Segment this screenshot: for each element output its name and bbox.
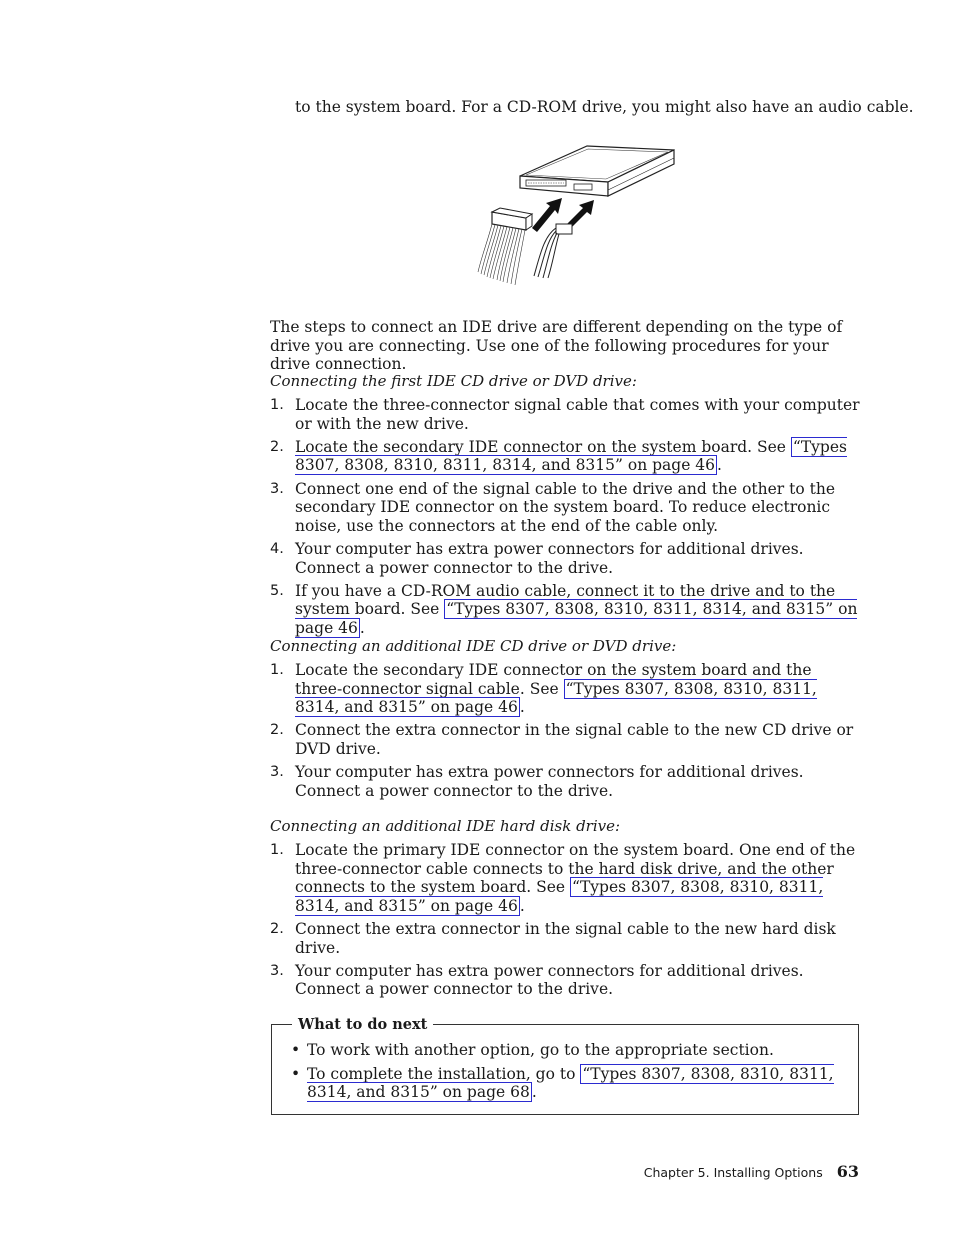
- item-number: 4.: [270, 540, 284, 557]
- list-item: [288, 1041, 844, 1060]
- item-text: Your computer has extra power connectors for additional drives. Connect a power connector to the drive.: [295, 763, 804, 800]
- item-number: 1.: [270, 662, 284, 678]
- item-text-end: .: [519, 896, 525, 915]
- item-text-end: .: [531, 1083, 537, 1102]
- bullet-icon: •: [291, 1041, 301, 1059]
- item-number: 2.: [270, 438, 284, 455]
- item-number: 1.: [270, 397, 284, 413]
- item-text: Your computer has extra power connectors for additional drives. Connect a power connector to the drive.: [295, 961, 804, 999]
- intro-text: to the system board. For a CD-ROM drive, you might also have an audio cable.: [295, 98, 914, 116]
- cross-reference-link[interactable]: “Types 8307, 8308, 8310, 8311, 8314, and 8315” on page 46: [295, 878, 824, 915]
- item-text: Your computer has extra power connectors for additional drives. Connect a power connector to the drive.: [295, 539, 804, 577]
- item-number: 2.: [270, 722, 284, 739]
- cross-reference-link[interactable]: “Types 8307, 8308, 8310, 8311, 8314, and 8315” on page 46: [295, 600, 858, 637]
- item-number: 3.: [270, 764, 284, 781]
- intro-paragraph: The steps to connect an IDE drive are different depending on the type of drive you are connecting. Use one of the following procedures for your drive connection.: [270, 318, 843, 374]
- section-heading: Connecting an additional IDE CD drive or DVD drive:: [270, 637, 677, 655]
- list-item: [270, 661, 862, 717]
- item-number: 3.: [270, 962, 284, 979]
- page-number: 63: [836, 1162, 859, 1181]
- list-item: [270, 480, 862, 536]
- list-item: [270, 582, 862, 638]
- section-additional-hard-disk: [270, 817, 862, 1004]
- item-text-end: .: [519, 698, 525, 717]
- item-text: To complete the installation, go to: [307, 1064, 581, 1083]
- list-item: [270, 763, 862, 800]
- page-footer: [644, 1162, 859, 1181]
- list-item: [270, 962, 862, 999]
- section-first-cd-dvd: [270, 372, 862, 642]
- box-title: What to do next: [292, 1017, 433, 1033]
- item-text: If you have a CD-ROM audio cable, connect it to the drive and to the system board. See: [295, 581, 836, 619]
- section-heading: Connecting the first IDE CD drive or DVD drive:: [270, 372, 637, 390]
- cross-reference-link[interactable]: “Types 8307, 8308, 8310, 8311, 8314, and 8315” on page 46: [295, 679, 817, 717]
- section-heading: Connecting an additional IDE hard disk drive:: [270, 817, 621, 835]
- cross-reference-link[interactable]: “Types 8307, 8308, 8310, 8311, 8314, and 8315” on page 68: [307, 1064, 834, 1102]
- drive-cable-illustration: [470, 140, 690, 290]
- list-item: [270, 540, 862, 577]
- item-text: Connect the extra connector in the signal cable to the new hard disk drive.: [295, 919, 836, 957]
- item-text: Locate the secondary IDE connector on the system board and the three-connector signal cable. See: [295, 661, 812, 698]
- section-additional-cd-dvd: [270, 637, 862, 805]
- item-text: Locate the primary IDE connector on the system board. One end of the three-connector cable connects to the hard disk drive, and the other connects to the system board. See: [295, 841, 856, 897]
- list-item: [288, 1065, 844, 1102]
- list-item: [270, 920, 862, 957]
- item-text-end: .: [717, 456, 722, 475]
- item-number: 1.: [270, 842, 284, 858]
- chapter-label: Chapter 5. Installing Options: [643, 1165, 823, 1180]
- item-text: To work with another option, go to the appropriate section.: [307, 1041, 774, 1059]
- item-number: 2.: [270, 920, 284, 937]
- list-item: [270, 721, 862, 758]
- list-item: [270, 396, 862, 433]
- item-text: Connect one end of the signal cable to the drive and the other to the secondary IDE connector on the system board. To reduce electronic noise, use the connectors at the end of the cable only.: [295, 479, 835, 535]
- list-item: [270, 438, 862, 475]
- item-number: 3.: [270, 480, 284, 497]
- cross-reference-link[interactable]: “Types 8307, 8308, 8310, 8311, 8314, and 8315” on page 46: [295, 437, 847, 475]
- bullet-icon: •: [291, 1064, 301, 1083]
- item-text: Locate the three-connector signal cable that comes with your computer or with the new drive.: [295, 396, 860, 433]
- what-to-do-next-box: [271, 1016, 859, 1115]
- item-text: Locate the secondary IDE connector on the system board. See: [295, 437, 791, 456]
- item-text: Connect the extra connector in the signal cable to the new CD drive or DVD drive.: [295, 721, 854, 758]
- list-item: [270, 841, 862, 915]
- item-text-end: .: [359, 618, 365, 637]
- item-number: 5.: [270, 582, 284, 599]
